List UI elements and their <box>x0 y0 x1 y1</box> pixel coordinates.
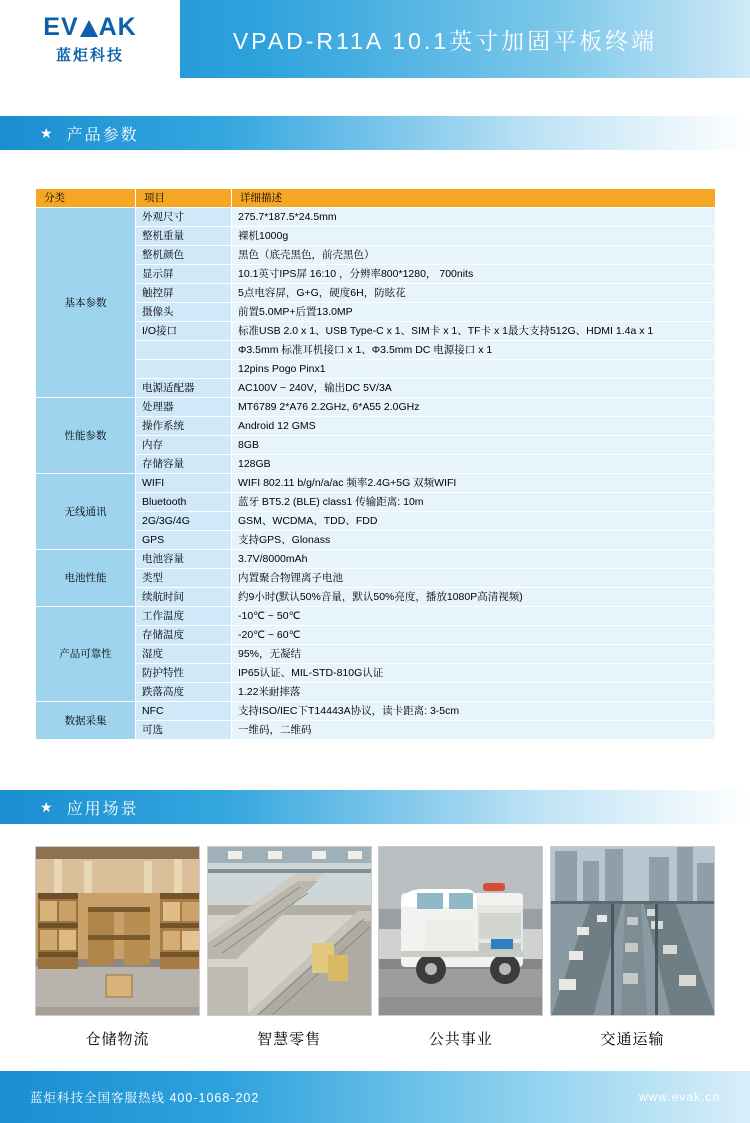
table-desc-cell: -10℃ ~ 50℃ <box>232 607 716 626</box>
table-row <box>36 379 716 398</box>
table-desc-cell: MT6789 2*A76 2.2GHz, 6*A55 2.0GHz <box>232 398 716 417</box>
table-desc-cell: 1.22米耐摔落 <box>232 683 716 702</box>
footer-website[interactable]: www.evak.cn <box>638 1090 720 1104</box>
page-footer <box>0 1071 750 1123</box>
scene-card <box>550 846 715 1049</box>
scene-caption: 公共事业 <box>428 1031 493 1048</box>
logo-triangle-icon <box>80 20 98 37</box>
table-item-cell: WIFI <box>136 474 232 493</box>
table-desc-cell: IP65认证、MIL-STD-810G认证 <box>232 664 716 683</box>
table-row <box>36 436 716 455</box>
table-desc-cell: -20℃ ~ 60℃ <box>232 626 716 645</box>
scene-image-utility-vehicle <box>378 846 543 1016</box>
section-header-scene <box>0 790 750 824</box>
table-row <box>36 721 716 740</box>
table-category-cell: 电池性能 <box>36 550 136 607</box>
table-row <box>36 208 716 227</box>
scene-image-mall <box>207 846 372 1016</box>
logo-mark <box>43 13 136 42</box>
table-item-cell: 操作系统 <box>136 417 232 436</box>
table-desc-cell: 内置聚合物锂离子电池 <box>232 569 716 588</box>
table-item-cell <box>136 341 232 360</box>
table-item-cell: 外观尺寸 <box>136 208 232 227</box>
table-row <box>36 569 716 588</box>
table-desc-cell: AC100V ~ 240V，输出DC 5V/3A <box>232 379 716 398</box>
table-item-cell: 2G/3G/4G <box>136 512 232 531</box>
table-row <box>36 626 716 645</box>
table-desc-cell: 裸机1000g <box>232 227 716 246</box>
table-desc-cell: 前置5.0MP+后置13.0MP <box>232 303 716 322</box>
table-desc-cell: 约9小时(默认50%音量，默认50%亮度，播放1080P高清视频) <box>232 588 716 607</box>
table-header-cell: 分类 <box>36 189 136 208</box>
table-item-cell: 整机颜色 <box>136 246 232 265</box>
logo-text-ak: AK <box>98 13 137 41</box>
table-row <box>36 607 716 626</box>
table-row <box>36 417 716 436</box>
table-header-cell: 详细描述 <box>232 189 716 208</box>
table-item-cell: 摄像头 <box>136 303 232 322</box>
table-item-cell: 触控屏 <box>136 284 232 303</box>
table-header-row <box>36 189 716 208</box>
scene-card <box>35 846 200 1049</box>
table-row <box>36 531 716 550</box>
scene-gallery <box>35 846 715 1049</box>
table-item-cell: NFC <box>136 702 232 721</box>
page-title: VPAD-R11A 10.1英寸加固平板终端 <box>232 27 658 54</box>
table-desc-cell: 10.1英寸IPS屏 16:10 ，分辨率800*1280， 700nits <box>232 265 716 284</box>
table-item-cell: 处理器 <box>136 398 232 417</box>
table-item-cell: 湿度 <box>136 645 232 664</box>
table-desc-cell: 3.7V/8000mAh <box>232 550 716 569</box>
table-desc-cell: 275.7*187.5*24.5mm <box>232 208 716 227</box>
spec-table <box>35 188 716 740</box>
table-item-cell: 续航时间 <box>136 588 232 607</box>
table-row <box>36 303 716 322</box>
table-desc-cell: Android 12 GMS <box>232 417 716 436</box>
table-desc-cell: 标准USB 2.0 x 1、USB Type-C x 1、SIM卡 x 1、TF卡 x 1最大支持512G、HDMI 1.4a x 1 <box>232 322 716 341</box>
scene-image-traffic <box>550 846 715 1016</box>
table-row <box>36 265 716 284</box>
table-desc-cell: 8GB <box>232 436 716 455</box>
table-row <box>36 512 716 531</box>
table-row <box>36 474 716 493</box>
table-desc-cell: Φ3.5mm 标准耳机接口 x 1、Φ3.5mm DC 电源接口 x 1 <box>232 341 716 360</box>
table-category-cell: 无线通讯 <box>36 474 136 550</box>
company-logo <box>0 0 180 78</box>
table-row <box>36 341 716 360</box>
footer-hotline: 蓝炬科技全国客服热线 400-1068-202 <box>30 1091 260 1105</box>
table-row <box>36 683 716 702</box>
table-category-cell: 性能参数 <box>36 398 136 474</box>
table-item-cell: 存储容量 <box>136 455 232 474</box>
table-category-cell: 产品可靠性 <box>36 607 136 702</box>
table-header-cell: 项目 <box>136 189 232 208</box>
table-desc-cell: 128GB <box>232 455 716 474</box>
table-desc-cell: 95%，无凝结 <box>232 645 716 664</box>
scene-card <box>378 846 543 1049</box>
table-row <box>36 702 716 721</box>
table-row <box>36 493 716 512</box>
table-item-cell <box>136 360 232 379</box>
table-desc-cell: WIFI 802.11 b/g/n/a/ac 频率2.4G+5G 双频WIFI <box>232 474 716 493</box>
star-icon: ★ <box>40 124 55 141</box>
table-item-cell: 跌落高度 <box>136 683 232 702</box>
table-row <box>36 322 716 341</box>
table-item-cell: Bluetooth <box>136 493 232 512</box>
table-item-cell: 内存 <box>136 436 232 455</box>
table-row <box>36 664 716 683</box>
scene-image-warehouse <box>35 846 200 1016</box>
table-row <box>36 284 716 303</box>
scene-caption: 交通运输 <box>600 1031 665 1048</box>
table-desc-cell: 12pins Pogo Pinx1 <box>232 360 716 379</box>
table-item-cell: 显示屏 <box>136 265 232 284</box>
table-item-cell: 电池容量 <box>136 550 232 569</box>
logo-subtitle: 蓝炬科技 <box>55 47 124 64</box>
table-row <box>36 550 716 569</box>
table-desc-cell: 黑色（底壳黑色，前壳黑色） <box>232 246 716 265</box>
logo-text-ev: EV <box>43 13 79 41</box>
table-item-cell: GPS <box>136 531 232 550</box>
table-row <box>36 588 716 607</box>
table-item-cell: 存储温度 <box>136 626 232 645</box>
table-item-cell: 电源适配器 <box>136 379 232 398</box>
table-row <box>36 645 716 664</box>
star-icon: ★ <box>40 798 55 815</box>
table-row <box>36 455 716 474</box>
table-desc-cell: 5点电容屏，G+G，硬度6H，防眩花 <box>232 284 716 303</box>
table-item-cell: 可选 <box>136 721 232 740</box>
table-desc-cell: 蓝牙 BT5.2 (BLE) class1 传输距离: 10m <box>232 493 716 512</box>
scene-card <box>207 846 372 1049</box>
table-desc-cell: 支持GPS、Glonass <box>232 531 716 550</box>
table-row <box>36 227 716 246</box>
table-item-cell: 工作温度 <box>136 607 232 626</box>
scene-caption: 智慧零售 <box>257 1031 322 1048</box>
table-row <box>36 360 716 379</box>
table-item-cell: 整机重量 <box>136 227 232 246</box>
table-desc-cell: 一维码，二维码 <box>232 721 716 740</box>
table-category-cell: 基本参数 <box>36 208 136 398</box>
page-header <box>0 0 750 78</box>
section-title-scene: 应用场景 <box>66 800 139 818</box>
table-row <box>36 246 716 265</box>
table-desc-cell: GSM、WCDMA、TDD、FDD <box>232 512 716 531</box>
scene-caption: 仓储物流 <box>85 1031 150 1048</box>
table-item-cell: 防护特性 <box>136 664 232 683</box>
table-item-cell: I/O接口 <box>136 322 232 341</box>
table-row <box>36 398 716 417</box>
table-desc-cell: 支持ISO/IEC下T14443A协议，读卡距离: 3-5cm <box>232 702 716 721</box>
section-title-spec: 产品参数 <box>66 126 139 144</box>
table-item-cell: 类型 <box>136 569 232 588</box>
table-category-cell: 数据采集 <box>36 702 136 740</box>
section-header-spec <box>0 116 750 150</box>
